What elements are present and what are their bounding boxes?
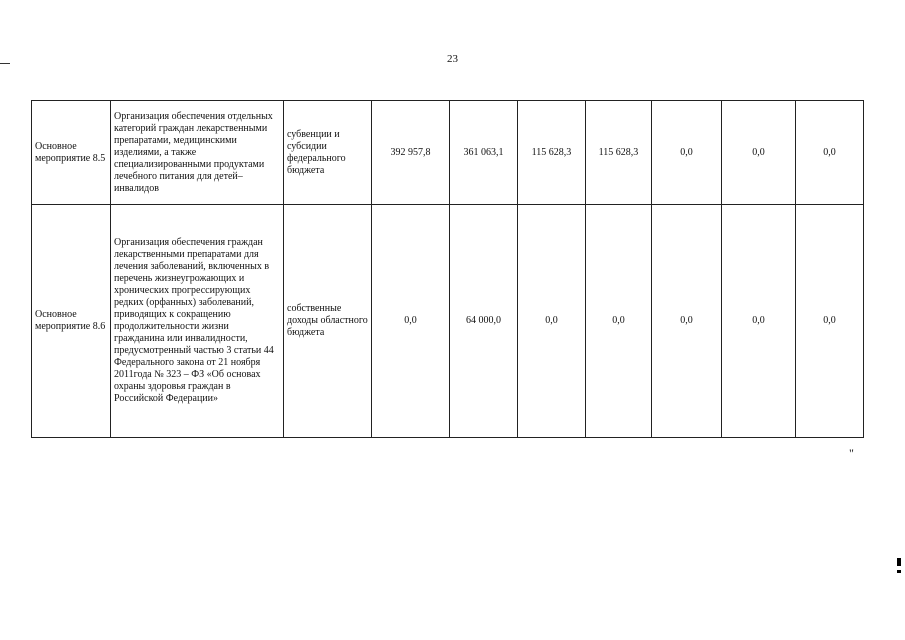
amount-cell: 64 000,0 bbox=[450, 205, 518, 438]
amount-cell: 0,0 bbox=[372, 205, 450, 438]
amount-cell: 0,0 bbox=[796, 205, 864, 438]
activity-description: Организация обеспечения отдельных категорий граждан лекарственными препаратами, медицинскими изделиями, а также специализированными продуктами лечебного питания для детей–инвалидов bbox=[111, 101, 284, 205]
amount-cell: 115 628,3 bbox=[586, 101, 652, 205]
funding-source: субвенции и субсидии федерального бюджета bbox=[284, 101, 372, 205]
amount-cell: 115 628,3 bbox=[518, 101, 586, 205]
budget-table bbox=[31, 100, 864, 438]
amount-cell: 0,0 bbox=[652, 205, 722, 438]
amount-cell: 0,0 bbox=[518, 205, 586, 438]
page-number: 23 bbox=[447, 53, 458, 65]
scan-binding-mark bbox=[897, 558, 901, 566]
funding-source: собственные доходы областного бюджета bbox=[284, 205, 372, 438]
table-row bbox=[32, 101, 864, 205]
activity-name: Основное мероприятие 8.6 bbox=[32, 205, 111, 438]
amount-cell: 0,0 bbox=[722, 101, 796, 205]
amount-cell: 361 063,1 bbox=[450, 101, 518, 205]
scan-binding-mark bbox=[897, 570, 901, 573]
amount-cell: 0,0 bbox=[722, 205, 796, 438]
amount-cell: 0,0 bbox=[652, 101, 722, 205]
amount-cell: 0,0 bbox=[586, 205, 652, 438]
table-row bbox=[32, 205, 864, 438]
amount-cell: 392 957,8 bbox=[372, 101, 450, 205]
activity-name: Основное мероприятие 8.5 bbox=[32, 101, 111, 205]
amount-cell: 0,0 bbox=[796, 101, 864, 205]
closing-quote-mark: " bbox=[849, 446, 854, 460]
activity-description: Организация обеспечения граждан лекарственными препаратами для лечения заболеваний, включенных в перечень жизнеугрожающих и хронических прогрессирующих редких (орфанных) заболеваний, приводящих к сокращению продолжительности жизни гражданина или инвалидности, предусмотренный частью 3 статьи 44 Федерального закона от 21 ноября 2011года № 323 – ФЗ «Об основах охраны здоровья граждан в Российской Федерации» bbox=[111, 205, 284, 438]
